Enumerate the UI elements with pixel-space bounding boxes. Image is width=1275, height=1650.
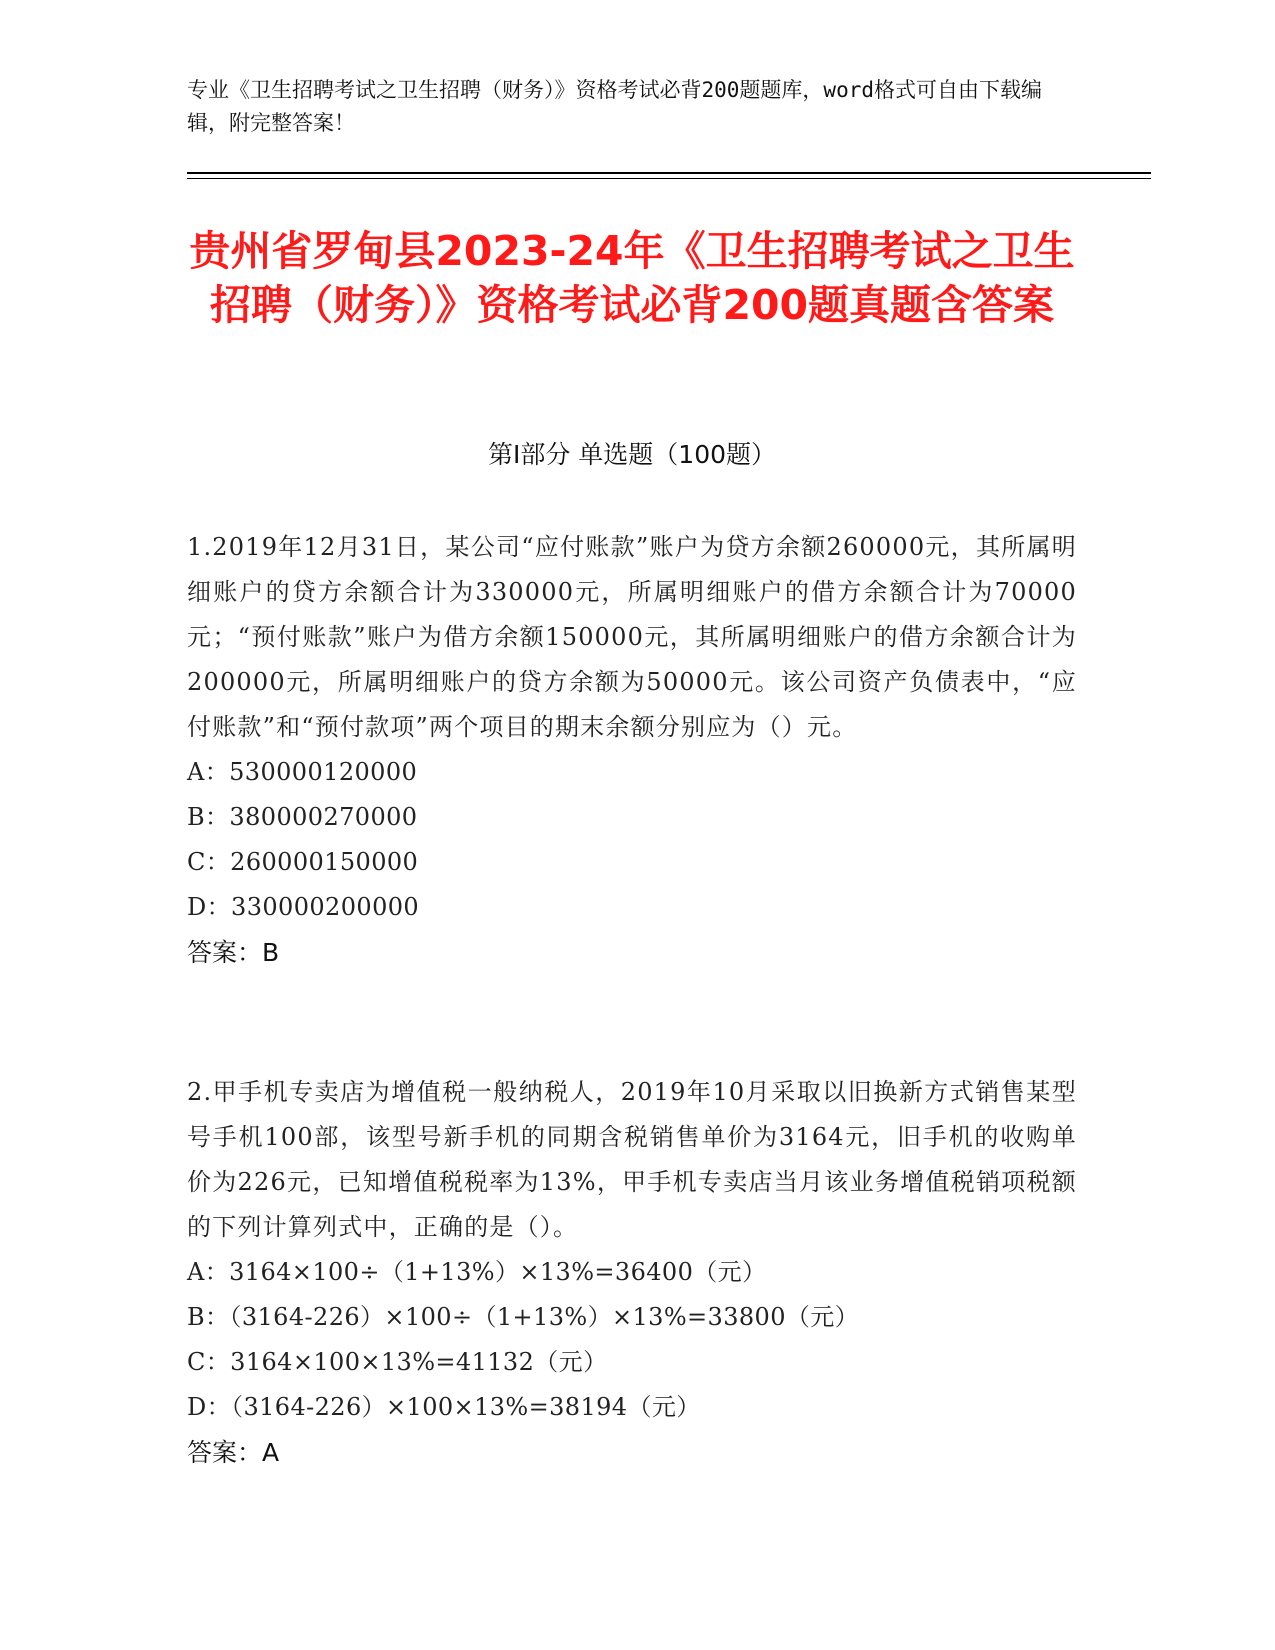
option-b: B：380000270000 — [187, 803, 418, 831]
option-d: D：（3164-226）×100×13%=38194（元） — [187, 1393, 701, 1421]
option-a: A：3164×100÷（1+13%）×13%=36400（元） — [187, 1258, 767, 1286]
question-1 — [187, 525, 1077, 975]
option-a: A：530000120000 — [187, 758, 418, 786]
question-stem: 2.甲手机专卖店为增值税一般纳税人，2019年10月采取以旧换新方式销售某型号手机100部，该型号新手机的同期含税销售单价为3164元，旧手机的收购单价为226元，已知增值税税率为13%，甲手机专卖店当月该业务增值税销项税额的下列计算列式中，正确的是（）。 — [187, 1078, 1077, 1241]
header-note: 专业《卫生招聘考试之卫生招聘（财务）》资格考试必背200题题库，word格式可自由下载编辑，附完整答案！ — [187, 78, 1042, 135]
option-c: C：3164×100×13%=41132（元） — [187, 1348, 608, 1376]
option-b: B：（3164-226）×100÷（1+13%）×13%=33800（元） — [187, 1303, 860, 1331]
answer: 答案：B — [187, 938, 280, 967]
option-d: D：330000200000 — [187, 893, 420, 921]
question-2 — [187, 1070, 1077, 1475]
answer: 答案：A — [187, 1438, 280, 1467]
section-title: 第Ⅰ部分 单选题（100题） — [487, 440, 777, 469]
question-stem: 1.2019年12月31日，某公司“应付账款”账户为贷方余额260000元，其所属明细账户的贷方余额合计为330000元，所属明细账户的借方余额合计为70000元；“预付账款”账户为借方余额150000元，其所属明细账户的借方余额合计为200000元，所属明细账户的贷方余额为50000元。该公司资产负债表中，“应付账款”和“预付款项”两个项目的期末余额分别应为（）元。 — [187, 533, 1077, 741]
option-c: C：260000150000 — [187, 848, 419, 876]
header-divider-thick — [187, 172, 1151, 174]
document-title: 贵州省罗甸县2023-24年《卫生招聘考试之卫生招聘（财务）》资格考试必背200题真题含答案 — [189, 227, 1075, 329]
header-divider-thin — [187, 178, 1151, 179]
